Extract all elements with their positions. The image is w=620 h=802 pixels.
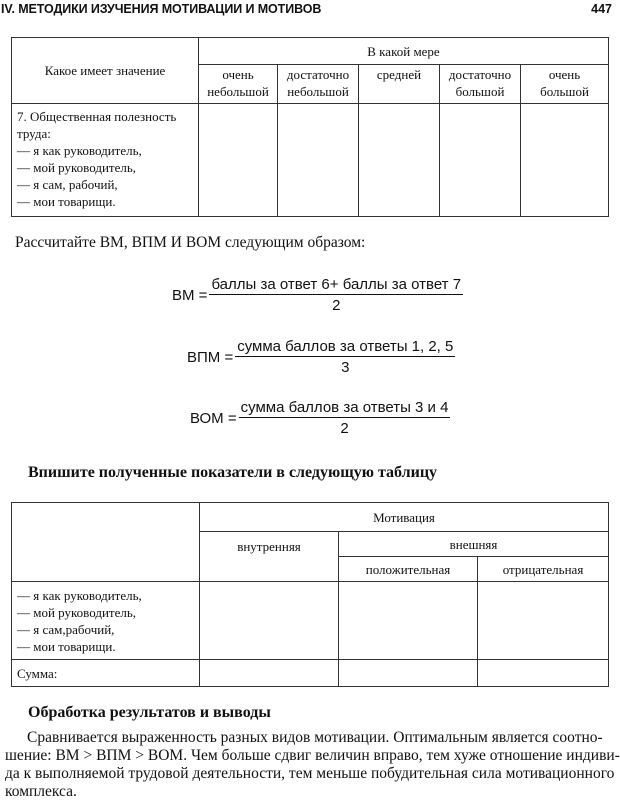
table2-positive-header: положительная (339, 557, 478, 582)
conclusion-paragraph (5, 729, 620, 801)
formula-numerator: сумма баллов за ответы 1, 2, 5 (237, 338, 454, 355)
formula-lhs: ВМ = (172, 286, 208, 304)
page-header (0, 2, 612, 20)
formula-fraction (209, 276, 463, 314)
table1-empty-cell (521, 104, 609, 217)
table1-level-5: очень большой (521, 65, 609, 104)
table2-external-header: внешняя (339, 532, 609, 557)
processing-heading: Обработка результатов и выводы (28, 704, 271, 721)
table1-empty-cell (440, 104, 521, 217)
formula-denominator: 2 (340, 420, 349, 437)
motivation-summary-table (11, 502, 609, 687)
table2-row-label: — я как руководитель, — мой руководитель, — я сам,рабочий, — мои товарищи. (12, 582, 200, 660)
table1-row-label: 7. Общественная полезность труда: — я как руководитель, — мой руководитель, — я сам, рабочий, — мои товарищи. (12, 104, 199, 217)
formula-vom (190, 399, 450, 437)
table1-level-2: достаточно небольшой (278, 65, 359, 104)
table2-empty-cell (339, 660, 478, 687)
formula-vm (172, 276, 463, 314)
table2-internal-header: внутренняя (200, 532, 339, 582)
table1-empty-cell (278, 104, 359, 217)
table2-empty-cell (200, 660, 339, 687)
formula-denominator: 3 (341, 359, 350, 376)
table2-motivation-header: Мотивация (200, 503, 609, 532)
table2-empty-cell (339, 582, 478, 660)
instruction-text: Рассчитайте ВМ, ВПМ И ВОМ следующим образом: (15, 234, 366, 251)
paragraph-line: шение: ВМ > ВПМ > ВОМ. Чем больше сдвиг величин вправо, тем хуже отношение индиви- (5, 747, 620, 764)
table1-header-group: В какой мере (199, 38, 609, 65)
formula-denominator: 2 (332, 297, 341, 314)
table1-level-3: средней (359, 65, 440, 104)
table1-level-1: очень небольшой (199, 65, 278, 104)
section-heading: Впишите полученные показатели в следующую таблицу (28, 464, 438, 481)
formula-lhs: ВПМ = (187, 348, 234, 366)
table1-level-4: достаточно большой (440, 65, 521, 104)
value-rating-table (11, 37, 609, 217)
formula-vpm (187, 338, 455, 376)
table1-header-left: Какое имеет значение (12, 38, 199, 104)
formula-fraction (235, 338, 455, 376)
paragraph-line: Сравнивается выраженность разных видов мотивации. Оптимальным является соотно- (27, 729, 603, 746)
table2-sum-label: Сумма: (12, 660, 200, 687)
table2-negative-header: отрицательная (478, 557, 609, 582)
formula-numerator: баллы за ответ 6+ баллы за ответ 7 (211, 276, 462, 293)
table2-empty-cell (478, 660, 609, 687)
table2-corner-cell (12, 503, 200, 582)
table2-empty-cell (200, 582, 339, 660)
page-number: 447 (591, 2, 612, 16)
paragraph-line: да к выполняемой трудовой деятельности, тем меньше побудительная сила мотивационного (5, 765, 615, 782)
chapter-title: IV. МЕТОДИКИ ИЗУЧЕНИЯ МОТИВАЦИИ И МОТИВОВ (1, 2, 322, 16)
table2-empty-cell (478, 582, 609, 660)
formula-fraction (239, 399, 451, 437)
table1-empty-cell (359, 104, 440, 217)
formula-numerator: сумма баллов за ответы 3 и 4 (240, 399, 449, 416)
paragraph-line: комплекса. (5, 783, 77, 800)
formula-lhs: ВОМ = (190, 409, 237, 427)
table1-empty-cell (199, 104, 278, 217)
